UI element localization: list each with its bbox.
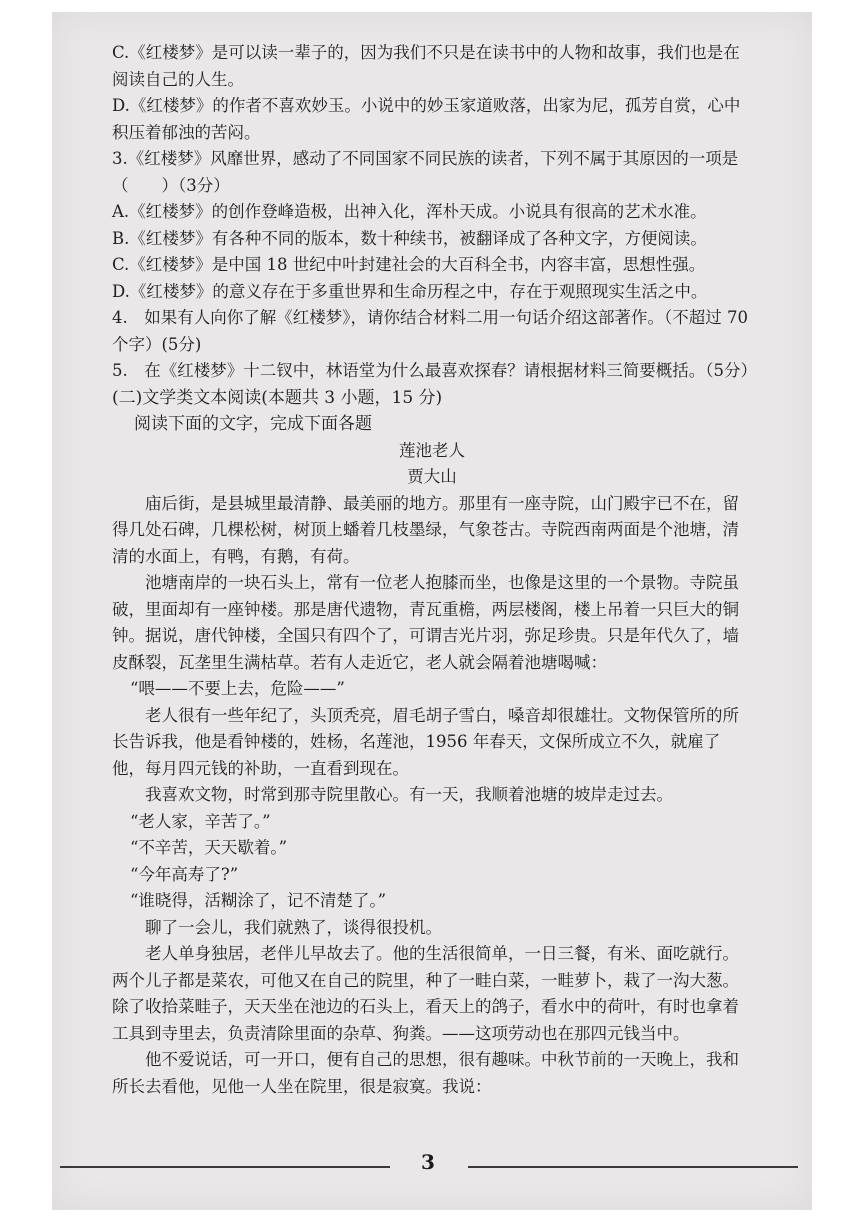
story-paragraph: 老人很有一些年纪了，头顶秃亮，眉毛胡子雪白，嗓音却很雄壮。文物保管所的所长告诉我，他是看钟楼的，姓杨，名莲池，1956 年春天，文保所成立不久，就雇了他，每月四元钱的补助，一直看到现在。: [112, 705, 739, 778]
story-dialogue: “今年高寿了?”: [130, 864, 239, 884]
question-5: 5. 在《红楼梦》十二钗中，林语堂为什么最喜欢探春？请根据材料三简要概括。（5分）: [112, 361, 757, 380]
reading-prompt: 阅读下面的文字，完成下面各题: [134, 414, 372, 434]
option-c-text: C.《红楼梦》是可以读一辈子的，因为我们不只是在读书中的人物和故事，我们也是在阅读自己的人生。: [112, 43, 740, 89]
story-dialogue: “老人家，辛苦了。”: [130, 811, 271, 831]
question-4: 4. 如果有人向你了解《红楼梦》，请你结合材料二用一句话介绍这部著作。（不超过 70 个字）(5分): [112, 308, 748, 354]
question-3-option-d: D.《红楼梦》的意义存在于多重世界和生命历程之中，存在于观照现实生活之中。: [112, 281, 708, 301]
story-paragraph: 庙后街，是县城里最清静、最美丽的地方。那里有一座寺院，山门殿宇已不在，留得几处石碑，几棵松树，树顶上蟠着几枝墨绿，气象苍古。寺院西南两面是个池塘，清清的水面上，有鸭，有鹅，有荷。: [112, 493, 739, 566]
story-paragraph: 池塘南岸的一块石头上，常有一位老人抱膝而坐，也像是这里的一个景物。寺院虽破，里面却有一座钟楼。那是唐代遗物，青瓦重檐，两层楼阁，楼上吊着一只巨大的铜钟。据说，唐代钟楼，全国只有四个了，可谓吉光片羽，弥足珍贵。只是年代久了，墙皮酥裂，瓦垄里生满枯草。若有人走近它，老人就会隔着池塘喝喊：: [112, 573, 739, 672]
footer-rule-left: [60, 1166, 390, 1168]
question-3: 3.《红楼梦》风靡世界，感动了不同国家不同民族的读者，下列不属于其原因的一项是（ ）（3分）: [112, 149, 739, 195]
story-paragraph: 我喜欢文物，时常到那寺院里散心。有一天，我顺着池塘的坡岸走过去。: [145, 785, 673, 804]
page-content: [112, 40, 757, 1100]
story-author: 贾大山: [407, 467, 457, 486]
footer-rule-right: [468, 1166, 798, 1168]
question-3-option-c: C.《红楼梦》是中国 18 世纪中叶封建社会的大百科全书，内容丰富，思想性强。: [112, 255, 706, 274]
question-3-option-a: A.《红楼梦》的创作登峰造极，出神入化，浑朴天成。小说具有很高的艺术水准。: [112, 202, 707, 221]
story-dialogue: “谁晓得，活糊涂了，记不清楚了。”: [130, 891, 387, 910]
question-3-option-b: B.《红楼梦》有各种不同的版本，数十种续书，被翻译成了各种文字，方便阅读。: [112, 228, 707, 248]
option-d-text: D.《红楼梦》的作者不喜欢妙玉。小说中的妙玉家道败落，出家为尼，孤芳自赏，心中积压着郁浊的苦闷。: [112, 96, 741, 142]
story-paragraph: 聊了一会儿，我们就熟了，谈得很投机。: [145, 917, 442, 937]
page-number: 3: [421, 1150, 435, 1174]
section-title: (二)文学类文本阅读(本题共 3 小题，15 分): [112, 387, 443, 408]
story-paragraph: 老人单身独居，老伴儿早故去了。他的生活很简单，一日三餐，有米、面吃就行。两个儿子都是菜农，可他又在自己的院里，种了一畦白菜，一畦萝卜，栽了一沟大葱。除了收拾菜畦子，天天坐在池边的石头上，看天上的鸽子，看水中的荷叶，有时也拿着工具到寺里去，负责清除里面的杂草、狗粪。——这项劳动也在那四元钱当中。: [112, 944, 739, 1043]
story-paragraph: 他不爱说话，可一开口，便有自己的思想，很有趣味。中秋节前的一天晚上，我和所长去看他，见他一人坐在院里，很是寂寞。我说：: [112, 1050, 739, 1096]
story-dialogue: “喂——不要上去，危险——”: [130, 679, 345, 698]
page-footer: [60, 1148, 800, 1188]
story-dialogue: “不辛苦，天天歇着。”: [130, 838, 288, 857]
story-title: 莲池老人: [399, 440, 465, 460]
